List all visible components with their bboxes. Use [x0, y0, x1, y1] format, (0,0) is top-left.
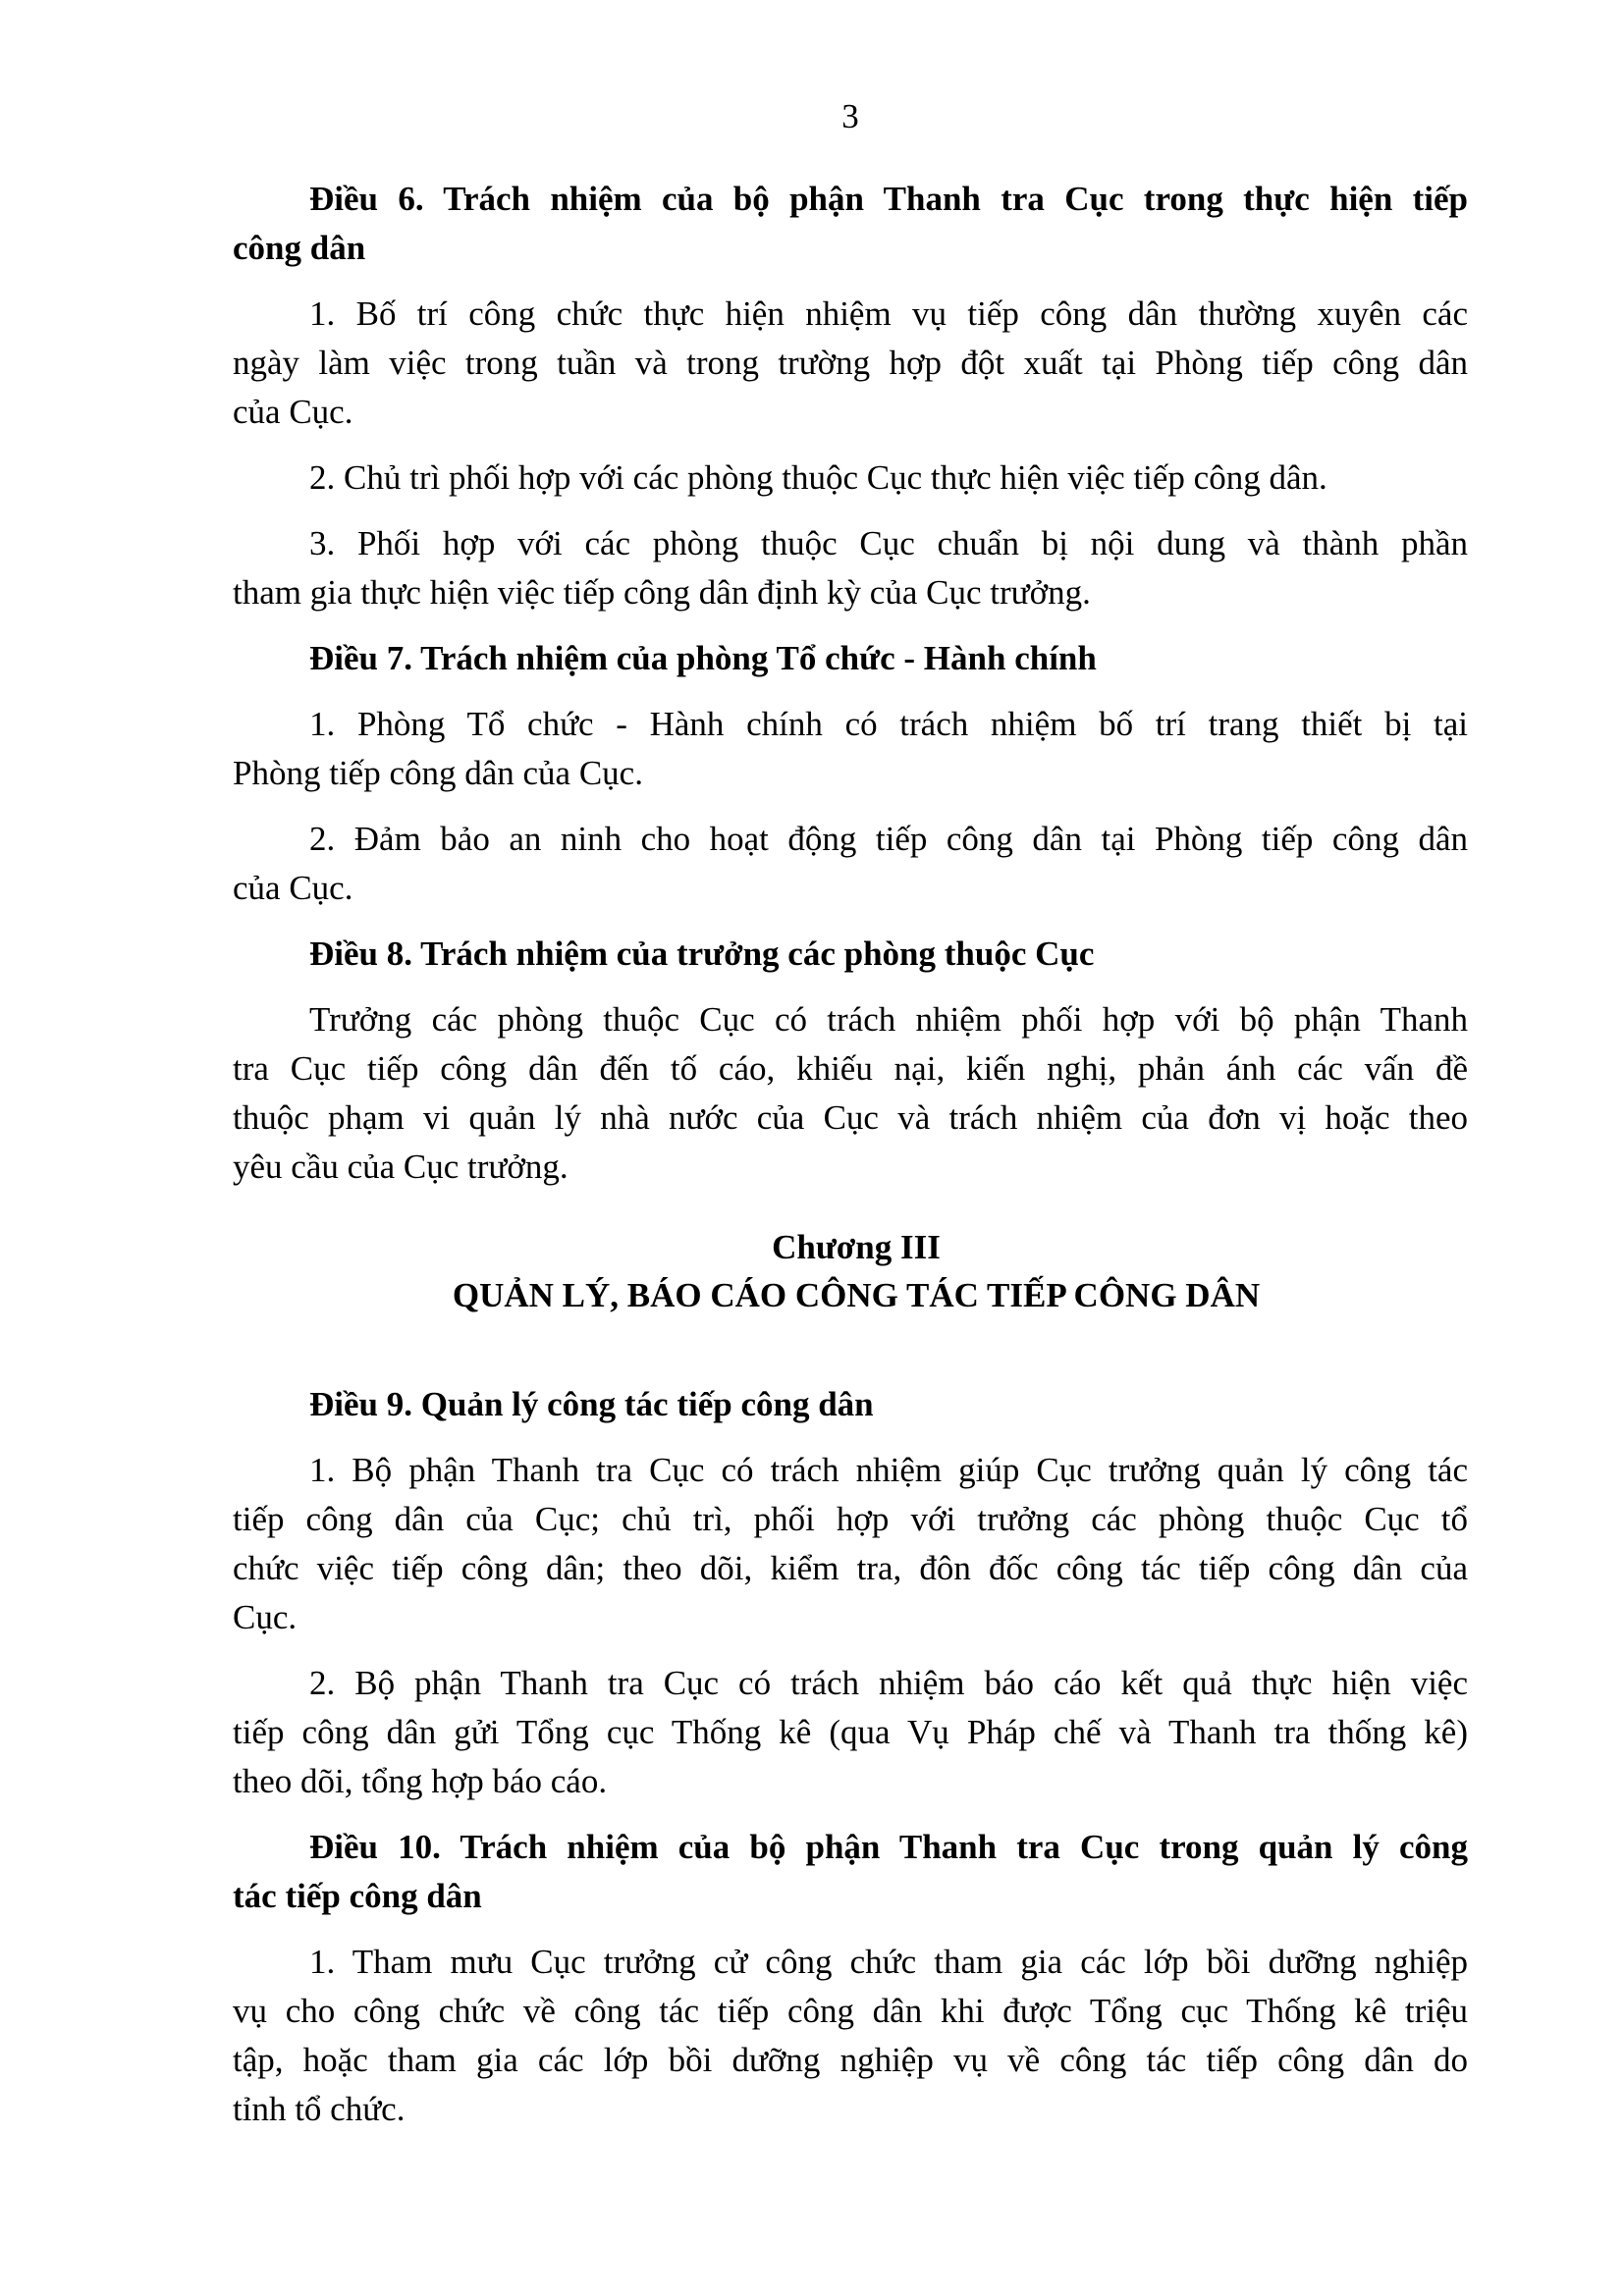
article-heading-dieu-10: [233, 1823, 1468, 1921]
text-line: 1. Phòng Tổ chức - Hành chính có trách nhiệm bố trí trang thiết bị tại: [309, 705, 1468, 743]
paragraph: [233, 454, 1468, 503]
paragraph: [233, 815, 1468, 913]
text-line: thuộc phạm vi quản lý nhà nước của Cục và trách nhiệm của đơn vị hoặc theo: [233, 1098, 1468, 1137]
text-line: vụ cho công chức về công tác tiếp công dân khi được Tổng cục Thống kê triệu: [233, 1992, 1468, 2030]
article-heading-dieu-9: [233, 1380, 1468, 1429]
text-line: Điều 9. Quản lý công tác tiếp công dân: [309, 1385, 874, 1423]
text-line: Điều 7. Trách nhiệm của phòng Tổ chức - Hành chính: [309, 639, 1097, 677]
text-line: Điều 8. Trách nhiệm của trưởng các phòng thuộc Cục: [309, 934, 1095, 973]
text-line: 2. Bộ phận Thanh tra Cục có trách nhiệm báo cáo kết quả thực hiện việc: [309, 1664, 1468, 1702]
text-line: Điều 6. Trách nhiệm của bộ phận Thanh tra Cục trong thực hiện tiếp: [309, 180, 1468, 218]
text-line: tỉnh tổ chức.: [233, 2090, 406, 2128]
text-line: theo dõi, tổng hợp báo cáo.: [233, 1762, 608, 1800]
text-line: Cục.: [233, 1598, 298, 1636]
text-line: yêu cầu của Cục trưởng.: [233, 1148, 568, 1186]
text-line: 1. Bộ phận Thanh tra Cục có trách nhiệm giúp Cục trưởng quản lý công tác: [309, 1451, 1468, 1489]
paragraph: [233, 1446, 1468, 1642]
paragraph: [233, 290, 1468, 437]
text-line: tác tiếp công dân: [233, 1877, 482, 1915]
paragraph: [233, 700, 1468, 798]
text-line: ngày làm việc trong tuần và trong trường hợp đột xuất tại Phòng tiếp công dân: [233, 344, 1468, 382]
text-line: công dân: [233, 229, 366, 267]
text-line: Phòng tiếp công dân của Cục.: [233, 754, 643, 792]
text-line: 2. Đảm bảo an ninh cho hoạt động tiếp công dân tại Phòng tiếp công dân: [309, 820, 1468, 858]
text-line: Trưởng các phòng thuộc Cục có trách nhiệm phối hợp với bộ phận Thanh: [309, 1000, 1468, 1039]
text-line: 3. Phối hợp với các phòng thuộc Cục chuẩn bị nội dung và thành phần: [309, 524, 1468, 562]
page-number: 3: [841, 97, 859, 135]
paragraph: [233, 995, 1468, 1192]
text-line: 1. Bố trí công chức thực hiện nhiệm vụ tiếp công dân thường xuyên các: [309, 294, 1468, 333]
text-line: tham gia thực hiện việc tiếp công dân định kỳ của Cục trưởng.: [233, 573, 1091, 612]
article-heading-dieu-8: [233, 930, 1468, 979]
text-line: Điều 10. Trách nhiệm của bộ phận Thanh tra Cục trong quản lý công: [309, 1828, 1468, 1866]
article-heading-dieu-6: [233, 175, 1468, 273]
text-line: tập, hoặc tham gia các lớp bồi dưỡng nghiệp vụ về công tác tiếp công dân do: [233, 2041, 1468, 2079]
paragraph: [233, 1659, 1468, 1806]
article-heading-dieu-7: [233, 634, 1468, 683]
text-line: 1. Tham mưu Cục trưởng cử công chức tham gia các lớp bồi dưỡng nghiệp: [309, 1943, 1468, 1981]
text-line: tiếp công dân của Cục; chủ trì, phối hợp với trưởng các phòng thuộc Cục tổ: [233, 1500, 1468, 1538]
paragraph: [233, 519, 1468, 617]
chapter-number: Chương III: [772, 1228, 941, 1266]
text-line: 2. Chủ trì phối hợp với các phòng thuộc Cục thực hiện việc tiếp công dân.: [309, 458, 1327, 497]
chapter-heading: [233, 1223, 1468, 1319]
text-line: chức việc tiếp công dân; theo dõi, kiểm tra, đôn đốc công tác tiếp công dân của: [233, 1549, 1468, 1587]
text-line: tra Cục tiếp công dân đến tố cáo, khiếu nại, kiến nghị, phản ánh các vấn đề: [233, 1049, 1468, 1088]
paragraph: [233, 1938, 1468, 2134]
text-line: của Cục.: [233, 869, 353, 907]
document-body: [233, 175, 1468, 2134]
chapter-title: QUẢN LÝ, BÁO CÁO CÔNG TÁC TIẾP CÔNG DÂN: [452, 1276, 1261, 1314]
text-line: của Cục.: [233, 393, 353, 431]
text-line: tiếp công dân gửi Tổng cục Thống kê (qua Vụ Pháp chế và Thanh tra thống kê): [233, 1713, 1468, 1751]
